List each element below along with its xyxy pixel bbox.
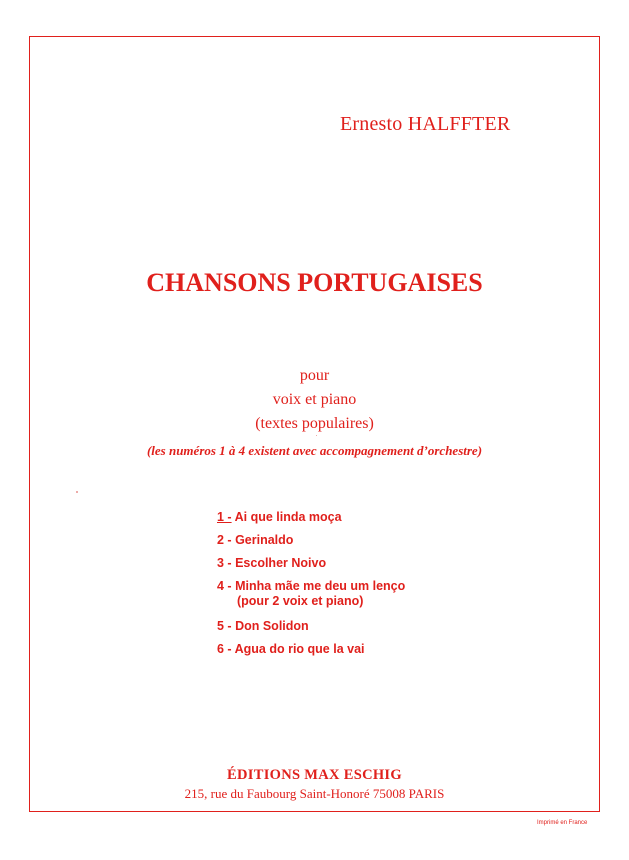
paper-speck: [76, 491, 78, 493]
printed-in-label: Imprimé en France: [537, 820, 588, 826]
song-number: 4 -: [217, 579, 232, 593]
song-detail: (pour 2 voix et piano): [237, 594, 364, 608]
song-number: 3 -: [217, 556, 232, 570]
song-item: [217, 619, 405, 642]
song-item: [217, 510, 405, 533]
subtitle-pour: pour: [299, 367, 330, 384]
work-title: CHANSONS PORTUGAISES: [146, 268, 483, 297]
song-title: Gerinaldo: [235, 533, 294, 547]
song-item: [217, 642, 405, 665]
subtitle-texts: (textes populaires): [255, 415, 374, 432]
song-number: 5 -: [217, 619, 232, 633]
song-item: [217, 579, 405, 619]
song-number: 1 -: [217, 510, 232, 524]
publisher-address: 215, rue du Faubourg Saint-Honoré 75008 PARIS: [184, 786, 445, 801]
subtitle-instrumentation: voix et piano: [272, 391, 357, 408]
song-number: 2 -: [217, 533, 232, 547]
song-list: [217, 510, 405, 665]
publisher-name: ÉDITIONS MAX ESCHIG: [227, 767, 402, 783]
song-title: Ai que linda moça: [234, 510, 342, 524]
paper-speck: [316, 435, 317, 436]
composer-name: Ernesto HALFFTER: [340, 113, 511, 135]
song-title: Agua do rio que la vai: [234, 642, 365, 656]
song-item: [217, 533, 405, 556]
song-title: Minha mãe me deu um lenço: [235, 579, 406, 593]
song-title: Escolher Noivo: [235, 556, 327, 570]
song-number: 6 -: [217, 642, 232, 656]
orchestra-note: (les numéros 1 à 4 existent avec accompagnement d’orchestre): [146, 443, 483, 458]
song-title: Don Solidon: [235, 619, 309, 633]
song-item: [217, 556, 405, 579]
